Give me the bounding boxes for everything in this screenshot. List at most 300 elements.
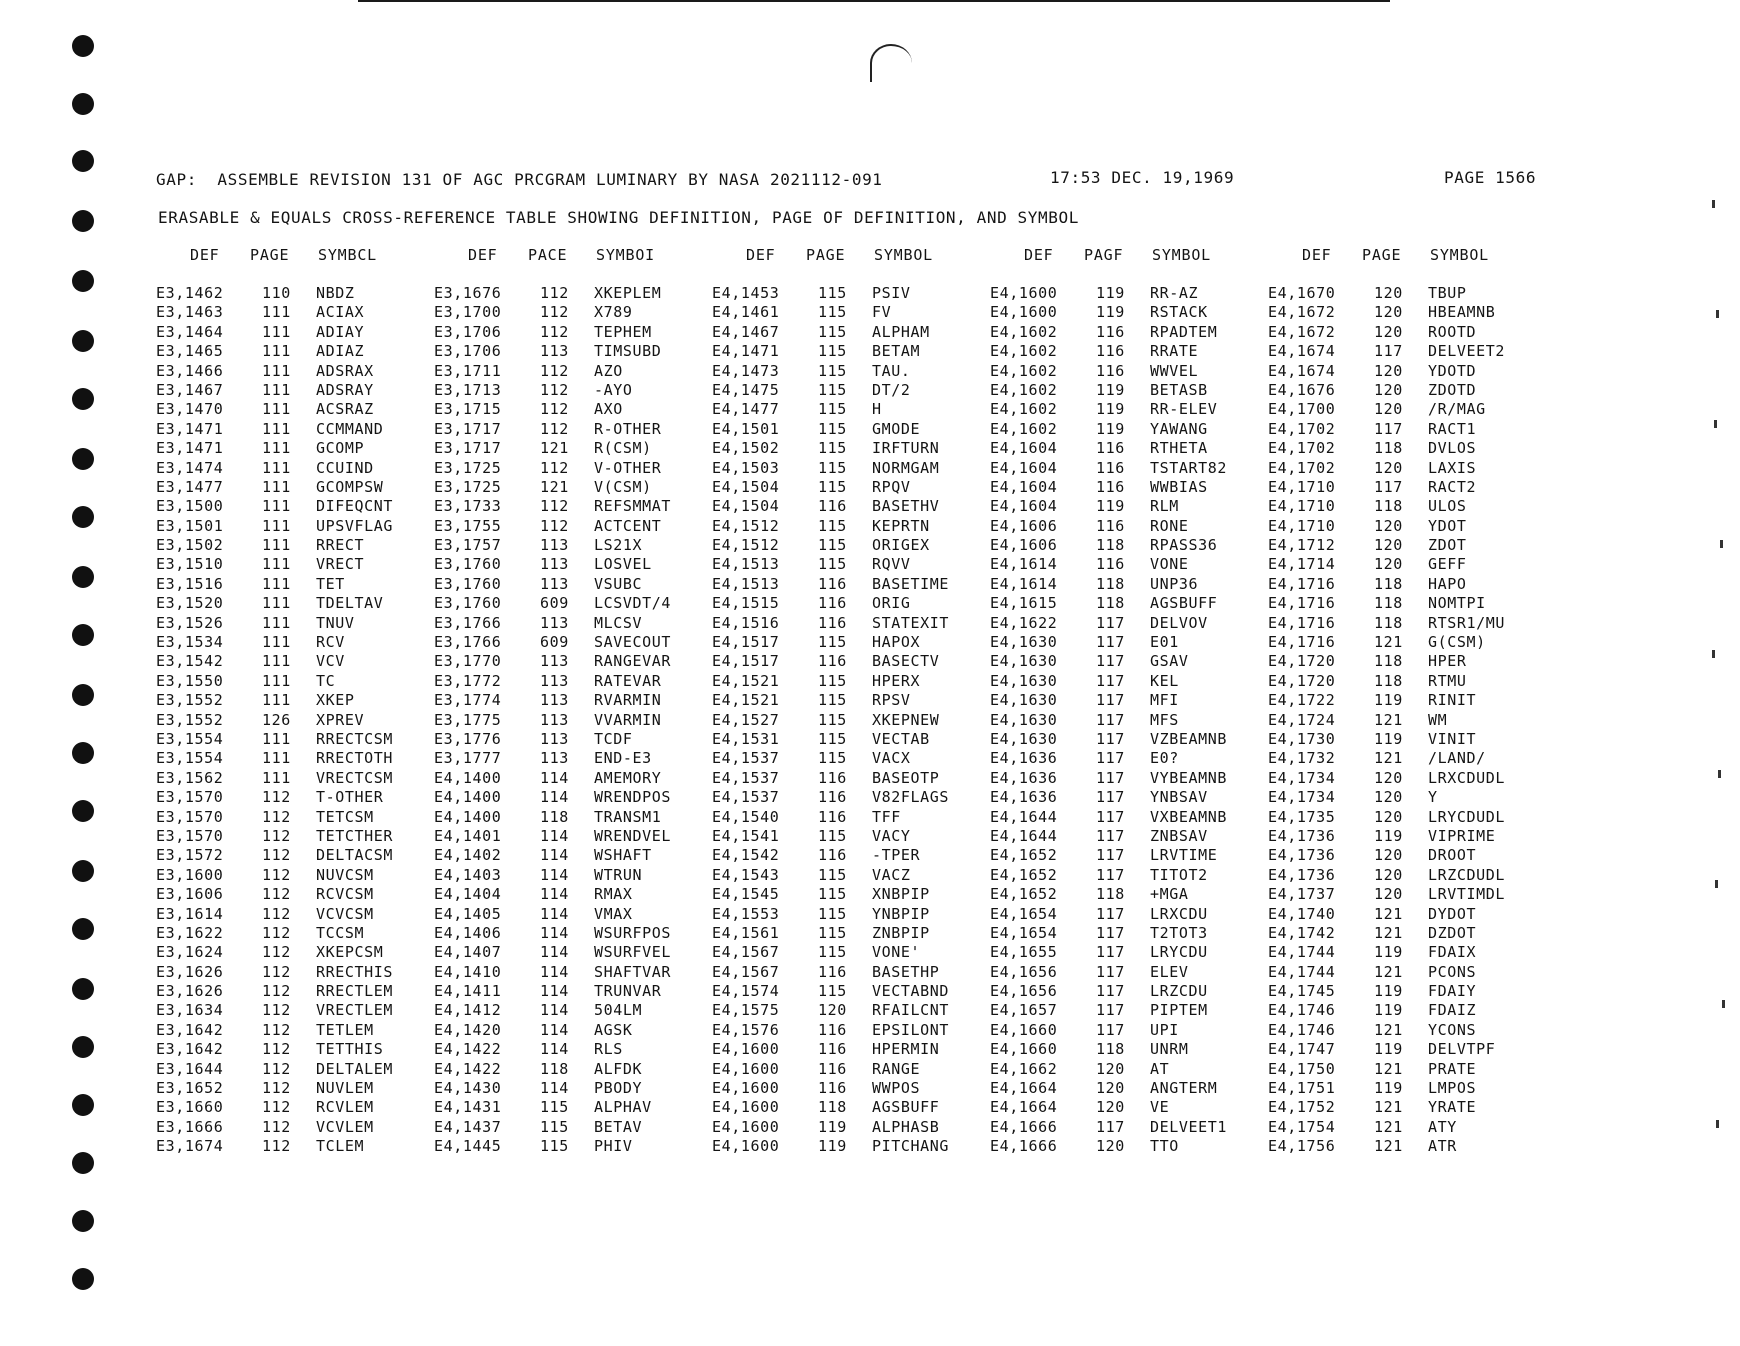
def-cell: E4,1467: [712, 322, 780, 341]
def-cell: E4,1710: [1268, 497, 1336, 516]
table-row: [712, 924, 982, 943]
def-cell: E3,1600: [156, 865, 224, 884]
def-cell: E4,1710: [1268, 477, 1336, 496]
symbol-cell: HPERMIN: [872, 1040, 940, 1059]
page-cell: 116: [818, 1020, 847, 1039]
page-cell: 609: [540, 633, 569, 652]
table-row: [434, 633, 704, 652]
header-time-date: 17:53 DEC. 19,1969: [1050, 168, 1235, 187]
def-cell: E3,1713: [434, 380, 502, 399]
page-cell: 116: [1096, 477, 1125, 496]
symbol-cell: RLM: [1150, 497, 1179, 516]
table-row: [1268, 594, 1538, 613]
table-row: [156, 439, 426, 458]
def-cell: E3,1520: [156, 594, 224, 613]
table-row: [712, 788, 982, 807]
def-cell: E3,1467: [156, 380, 224, 399]
table-row: [434, 1001, 704, 1020]
page-cell: 111: [262, 458, 291, 477]
table-row: [156, 827, 426, 846]
page-cell: 116: [818, 788, 847, 807]
symbol-cell: FDAIY: [1428, 982, 1477, 1001]
symbol-cell: FDAIZ: [1428, 1001, 1477, 1020]
table-row: [434, 536, 704, 555]
table-row: [156, 342, 426, 361]
symbol-cell: HBEAMNB: [1428, 303, 1496, 322]
page-cell: 112: [540, 516, 569, 535]
page-cell: 120: [1374, 846, 1403, 865]
symbol-cell: RRECTOTH: [316, 749, 394, 768]
symbol-cell: RRECTLEM: [316, 982, 394, 1001]
symbol-cell: ACIAX: [316, 303, 365, 322]
page-cell: 119: [1374, 691, 1403, 710]
symbol-cell: DELTALEM: [316, 1059, 394, 1078]
page-cell: 120: [1374, 516, 1403, 535]
def-cell: E4,1517: [712, 633, 780, 652]
def-cell: E4,1716: [1268, 633, 1336, 652]
def-cell: E4,1540: [712, 807, 780, 826]
def-cell: E4,1430: [434, 1079, 502, 1098]
def-cell: E4,1527: [712, 710, 780, 729]
page-cell: 120: [1096, 1098, 1125, 1117]
symbol-cell: AMEMORY: [594, 768, 662, 787]
page-cell: 117: [1374, 342, 1403, 361]
page-cell: 113: [540, 749, 569, 768]
def-cell: E4,1654: [990, 923, 1058, 942]
def-cell: E3,1526: [156, 613, 224, 632]
page-cell: 118: [1096, 574, 1125, 593]
table-row: [434, 827, 704, 846]
table-row: [1268, 730, 1538, 749]
page-cell: 111: [262, 419, 291, 438]
symbol-cell: VACX: [872, 749, 911, 768]
table-row: [156, 478, 426, 497]
symbol-cell: LRYCDU: [1150, 943, 1208, 962]
def-cell: E4,1406: [434, 923, 502, 942]
page-cell: 115: [818, 865, 847, 884]
header-title-line: GAP: ASSEMBLE REVISION 131 OF AGC PRCGRAM LUMINARY BY NASA 2021112-091: [156, 170, 883, 189]
page-cell: 111: [262, 439, 291, 458]
page-cell: 115: [818, 923, 847, 942]
def-cell: E4,1720: [1268, 671, 1336, 690]
page-cell: 113: [540, 729, 569, 748]
symbol-cell: VACY: [872, 826, 911, 845]
symbol-cell: ALPHAM: [872, 322, 930, 341]
symbol-cell: TCLEM: [316, 1137, 365, 1156]
def-cell: E3,1500: [156, 497, 224, 516]
symbol-cell: RPSV: [872, 691, 911, 710]
table-row: [1268, 633, 1538, 652]
table-row: [1268, 982, 1538, 1001]
def-cell: E4,1567: [712, 962, 780, 981]
column-group: [1268, 0, 1538, 1346]
table-row: [156, 284, 426, 303]
symbol-cell: RACT1: [1428, 419, 1477, 438]
table-row: [712, 1040, 982, 1059]
symbol-cell: LAXIS: [1428, 458, 1477, 477]
symbol-cell: PBODY: [594, 1079, 643, 1098]
page-cell: 121: [1374, 1020, 1403, 1039]
symbol-cell: /LAND/: [1428, 749, 1486, 768]
symbol-cell: DIFEQCNT: [316, 497, 394, 516]
def-cell: E4,1600: [712, 1079, 780, 1098]
symbol-cell: ALPHASB: [872, 1117, 940, 1136]
symbol-cell: NOMTPI: [1428, 594, 1486, 613]
symbol-cell: RANGEVAR: [594, 652, 672, 671]
symbol-cell: X789: [594, 303, 633, 322]
table-row: [156, 924, 426, 943]
page-cell: 117: [1096, 846, 1125, 865]
table-row: [1268, 905, 1538, 924]
def-cell: E3,1674: [156, 1137, 224, 1156]
symbol-cell: GCOMPSW: [316, 477, 384, 496]
def-cell: E4,1431: [434, 1098, 502, 1117]
symbol-cell: PSIV: [872, 284, 911, 302]
table-row: [156, 633, 426, 652]
def-cell: E4,1716: [1268, 594, 1336, 613]
def-cell: E4,1674: [1268, 361, 1336, 380]
table-row: [990, 827, 1260, 846]
table-row: [990, 381, 1260, 400]
def-cell: E3,1626: [156, 962, 224, 981]
page-cell: 111: [262, 497, 291, 516]
table-row: [712, 614, 982, 633]
page-cell: 112: [262, 1059, 291, 1078]
symbol-cell: TRUNVAR: [594, 982, 662, 1001]
symbol-cell: DELTACSM: [316, 846, 394, 865]
table-row: [156, 1079, 426, 1098]
symbol-cell: VYBEAMNB: [1150, 768, 1228, 787]
page-cell: 117: [1096, 1001, 1125, 1020]
symbol-cell: FV: [872, 303, 892, 322]
page-cell: 117: [1096, 943, 1125, 962]
page-cell: 115: [540, 1098, 569, 1117]
def-cell: E3,1634: [156, 1001, 224, 1020]
page-cell: 116: [1096, 342, 1125, 361]
def-cell: E4,1722: [1268, 691, 1336, 710]
def-cell: E4,1744: [1268, 943, 1336, 962]
table-row: [990, 284, 1260, 303]
def-cell: E3,1706: [434, 342, 502, 361]
symbol-cell: RFAILCNT: [872, 1001, 950, 1020]
def-cell: E4,1644: [990, 826, 1058, 845]
def-cell: E4,1630: [990, 633, 1058, 652]
table-row: [1268, 1001, 1538, 1020]
page-cell: 115: [818, 419, 847, 438]
def-cell: E4,1746: [1268, 1020, 1336, 1039]
table-row: [434, 769, 704, 788]
symbol-cell: LRYCDUDL: [1428, 807, 1506, 826]
page-cell: 112: [262, 846, 291, 865]
def-cell: E4,1654: [990, 904, 1058, 923]
table-row: [990, 1060, 1260, 1079]
page-cell: 118: [1096, 594, 1125, 613]
def-cell: E4,1512: [712, 516, 780, 535]
page-cell: 119: [1374, 1001, 1403, 1020]
symbol-cell: RPADTEM: [1150, 322, 1218, 341]
page-cell: 116: [818, 1040, 847, 1059]
page-cell: 121: [1374, 1098, 1403, 1117]
page-cell: 117: [1096, 749, 1125, 768]
symbol-cell: TBUP: [1428, 284, 1467, 302]
symbol-cell: RQVV: [872, 555, 911, 574]
table-row: [990, 652, 1260, 671]
def-cell: E4,1411: [434, 982, 502, 1001]
page-cell: 120: [1374, 768, 1403, 787]
def-cell: E4,1602: [990, 361, 1058, 380]
page-cell: 112: [540, 458, 569, 477]
page-cell: 121: [540, 477, 569, 496]
table-row: [156, 1098, 426, 1117]
page-cell: 116: [818, 807, 847, 826]
symbol-cell: XKEP: [316, 691, 355, 710]
page-cell: 112: [262, 1137, 291, 1156]
table-row: [434, 963, 704, 982]
table-row: [434, 982, 704, 1001]
def-cell: E4,1461: [712, 303, 780, 322]
page-cell: 112: [262, 885, 291, 904]
symbol-cell: RONE: [1150, 516, 1189, 535]
table-row: [712, 652, 982, 671]
def-cell: E4,1660: [990, 1020, 1058, 1039]
table-row: [990, 362, 1260, 381]
symbol-cell: RRATE: [1150, 342, 1199, 361]
table-row: [990, 575, 1260, 594]
page-cell: 112: [262, 1117, 291, 1136]
table-row: [1268, 555, 1538, 574]
header-def: DEF: [1302, 246, 1332, 264]
def-cell: E4,1545: [712, 885, 780, 904]
page-cell: 117: [1096, 865, 1125, 884]
symbol-cell: LRVTIMDL: [1428, 885, 1506, 904]
page-cell: 121: [1374, 749, 1403, 768]
symbol-cell: EPSILONT: [872, 1020, 950, 1039]
symbol-cell: RATEVAR: [594, 671, 662, 690]
symbol-cell: UPSVFLAG: [316, 516, 394, 535]
symbol-cell: MFI: [1150, 691, 1179, 710]
table-row: [156, 594, 426, 613]
symbol-cell: CCMMAND: [316, 419, 384, 438]
page-cell: 120: [1096, 1137, 1125, 1156]
page-cell: 119: [818, 1137, 847, 1156]
symbol-cell: DYDOT: [1428, 904, 1477, 923]
table-row: [712, 439, 982, 458]
symbol-cell: RACT2: [1428, 477, 1477, 496]
def-cell: E4,1561: [712, 923, 780, 942]
symbol-cell: /R/MAG: [1428, 400, 1486, 419]
symbol-cell: ROOTD: [1428, 322, 1477, 341]
symbol-cell: LRVTIME: [1150, 846, 1218, 865]
def-cell: E4,1630: [990, 710, 1058, 729]
symbol-cell: VCV: [316, 652, 345, 671]
def-cell: E3,1572: [156, 846, 224, 865]
def-cell: E4,1504: [712, 477, 780, 496]
table-row: [1268, 1118, 1538, 1137]
symbol-cell: VONE': [872, 943, 921, 962]
page-cell: 113: [540, 671, 569, 690]
table-rows: [156, 284, 426, 1157]
symbol-cell: PHIV: [594, 1137, 633, 1156]
page-cell: 115: [818, 729, 847, 748]
symbol-cell: WTRUN: [594, 865, 643, 884]
header-symbol: SYMBOI: [596, 246, 655, 264]
page-cell: 111: [262, 671, 291, 690]
def-cell: E4,1636: [990, 768, 1058, 787]
def-cell: E3,1717: [434, 439, 502, 458]
header-subtitle: ERASABLE & EQUALS CROSS-REFERENCE TABLE SHOWING DEFINITION, PAGE OF DEFINITION, AND SYMBOL: [158, 208, 1079, 227]
header-def: DEF: [1024, 246, 1054, 264]
page-cell: 115: [818, 885, 847, 904]
header-def: DEF: [746, 246, 776, 264]
symbol-cell: WWPOS: [872, 1079, 921, 1098]
page-cell: 115: [540, 1117, 569, 1136]
page-cell: 114: [540, 865, 569, 884]
def-cell: E4,1403: [434, 865, 502, 884]
table-row: [1268, 943, 1538, 962]
page-cell: 111: [262, 768, 291, 787]
symbol-cell: VIPRIME: [1428, 826, 1496, 845]
symbol-cell: DELVTPF: [1428, 1040, 1496, 1059]
page-cell: 120: [1096, 1059, 1125, 1078]
def-cell: E4,1734: [1268, 768, 1336, 787]
symbol-cell: BETAM: [872, 342, 921, 361]
page-cell: 117: [1374, 477, 1403, 496]
table-row: [156, 866, 426, 885]
page-cell: 111: [262, 555, 291, 574]
symbol-cell: HAPOX: [872, 633, 921, 652]
def-cell: E4,1702: [1268, 458, 1336, 477]
page-cell: 121: [1374, 633, 1403, 652]
def-cell: E3,1706: [434, 322, 502, 341]
page-cell: 117: [1096, 671, 1125, 690]
def-cell: E4,1422: [434, 1059, 502, 1078]
page-cell: 111: [262, 380, 291, 399]
def-cell: E4,1513: [712, 555, 780, 574]
symbol-cell: VECTAB: [872, 729, 930, 748]
def-cell: E4,1401: [434, 826, 502, 845]
symbol-cell: TSTART82: [1150, 458, 1228, 477]
page-cell: 120: [1374, 458, 1403, 477]
page-cell: 116: [818, 1079, 847, 1098]
table-row: [712, 536, 982, 555]
def-cell: E4,1405: [434, 904, 502, 923]
page-cell: 113: [540, 652, 569, 671]
symbol-cell: RR-ELEV: [1150, 400, 1218, 419]
def-cell: E3,1570: [156, 807, 224, 826]
table-row: [1268, 866, 1538, 885]
def-cell: E4,1644: [990, 807, 1058, 826]
column-headers: [434, 246, 704, 266]
page-cell: 121: [540, 439, 569, 458]
def-cell: E4,1600: [712, 1117, 780, 1136]
page-cell: 118: [1374, 671, 1403, 690]
page-cell: 121: [1374, 904, 1403, 923]
page-cell: 111: [262, 691, 291, 710]
table-row: [990, 691, 1260, 710]
table-row: [434, 788, 704, 807]
symbol-cell: E01: [1150, 633, 1179, 652]
page-cell: 119: [1096, 497, 1125, 516]
page-cell: 117: [1096, 1117, 1125, 1136]
table-row: [712, 1137, 982, 1156]
page-cell: 111: [262, 613, 291, 632]
table-row: [712, 594, 982, 613]
def-cell: E4,1407: [434, 943, 502, 962]
def-cell: E3,1465: [156, 342, 224, 361]
page-cell: 120: [1374, 788, 1403, 807]
def-cell: E4,1602: [990, 400, 1058, 419]
page-cell: 119: [1374, 1079, 1403, 1098]
def-cell: E4,1747: [1268, 1040, 1336, 1059]
def-cell: E4,1402: [434, 846, 502, 865]
page-cell: 112: [262, 943, 291, 962]
def-cell: E3,1660: [156, 1098, 224, 1117]
table-row: [990, 846, 1260, 865]
page-cell: 114: [540, 962, 569, 981]
page-cell: 112: [540, 303, 569, 322]
def-cell: E4,1745: [1268, 982, 1336, 1001]
table-row: [990, 808, 1260, 827]
def-cell: E4,1606: [990, 536, 1058, 555]
symbol-cell: VZBEAMNB: [1150, 729, 1228, 748]
table-row: [434, 575, 704, 594]
table-row: [1268, 827, 1538, 846]
def-cell: E4,1604: [990, 458, 1058, 477]
page-cell: 117: [1096, 729, 1125, 748]
symbol-cell: AGSBUFF: [872, 1098, 940, 1117]
page-cell: 120: [1374, 303, 1403, 322]
page-cell: 116: [1096, 516, 1125, 535]
symbol-cell: ORIGEX: [872, 536, 930, 555]
symbol-cell: RPASS36: [1150, 536, 1218, 555]
def-cell: E4,1404: [434, 885, 502, 904]
page-cell: 115: [818, 536, 847, 555]
symbol-cell: -AYO: [594, 380, 633, 399]
column-group: [712, 0, 982, 1346]
table-row: [712, 846, 982, 865]
page-cell: 115: [818, 439, 847, 458]
symbol-cell: AT: [1150, 1059, 1170, 1078]
def-cell: E3,1471: [156, 439, 224, 458]
def-cell: E3,1776: [434, 729, 502, 748]
page-cell: 114: [540, 846, 569, 865]
page-cell: 112: [540, 284, 569, 302]
table-row: [712, 866, 982, 885]
table-row: [156, 555, 426, 574]
page-cell: 116: [818, 652, 847, 671]
page-cell: 116: [818, 962, 847, 981]
table-row: [712, 497, 982, 516]
page-cell: 116: [818, 594, 847, 613]
page-cell: 111: [262, 729, 291, 748]
def-cell: E3,1775: [434, 710, 502, 729]
table-row: [156, 517, 426, 536]
symbol-cell: Y: [1428, 788, 1438, 807]
table-row: [434, 924, 704, 943]
table-row: [156, 303, 426, 322]
def-cell: E3,1772: [434, 671, 502, 690]
def-cell: E4,1412: [434, 1001, 502, 1020]
page-cell: 112: [262, 923, 291, 942]
table-row: [1268, 420, 1538, 439]
right-margin-marks: [1700, 180, 1740, 1180]
page-cell: 116: [1096, 439, 1125, 458]
symbol-cell: TET: [316, 574, 345, 593]
table-row: [1268, 691, 1538, 710]
page-cell: 111: [262, 516, 291, 535]
symbol-cell: TRANSM1: [594, 807, 662, 826]
def-cell: E4,1502: [712, 439, 780, 458]
